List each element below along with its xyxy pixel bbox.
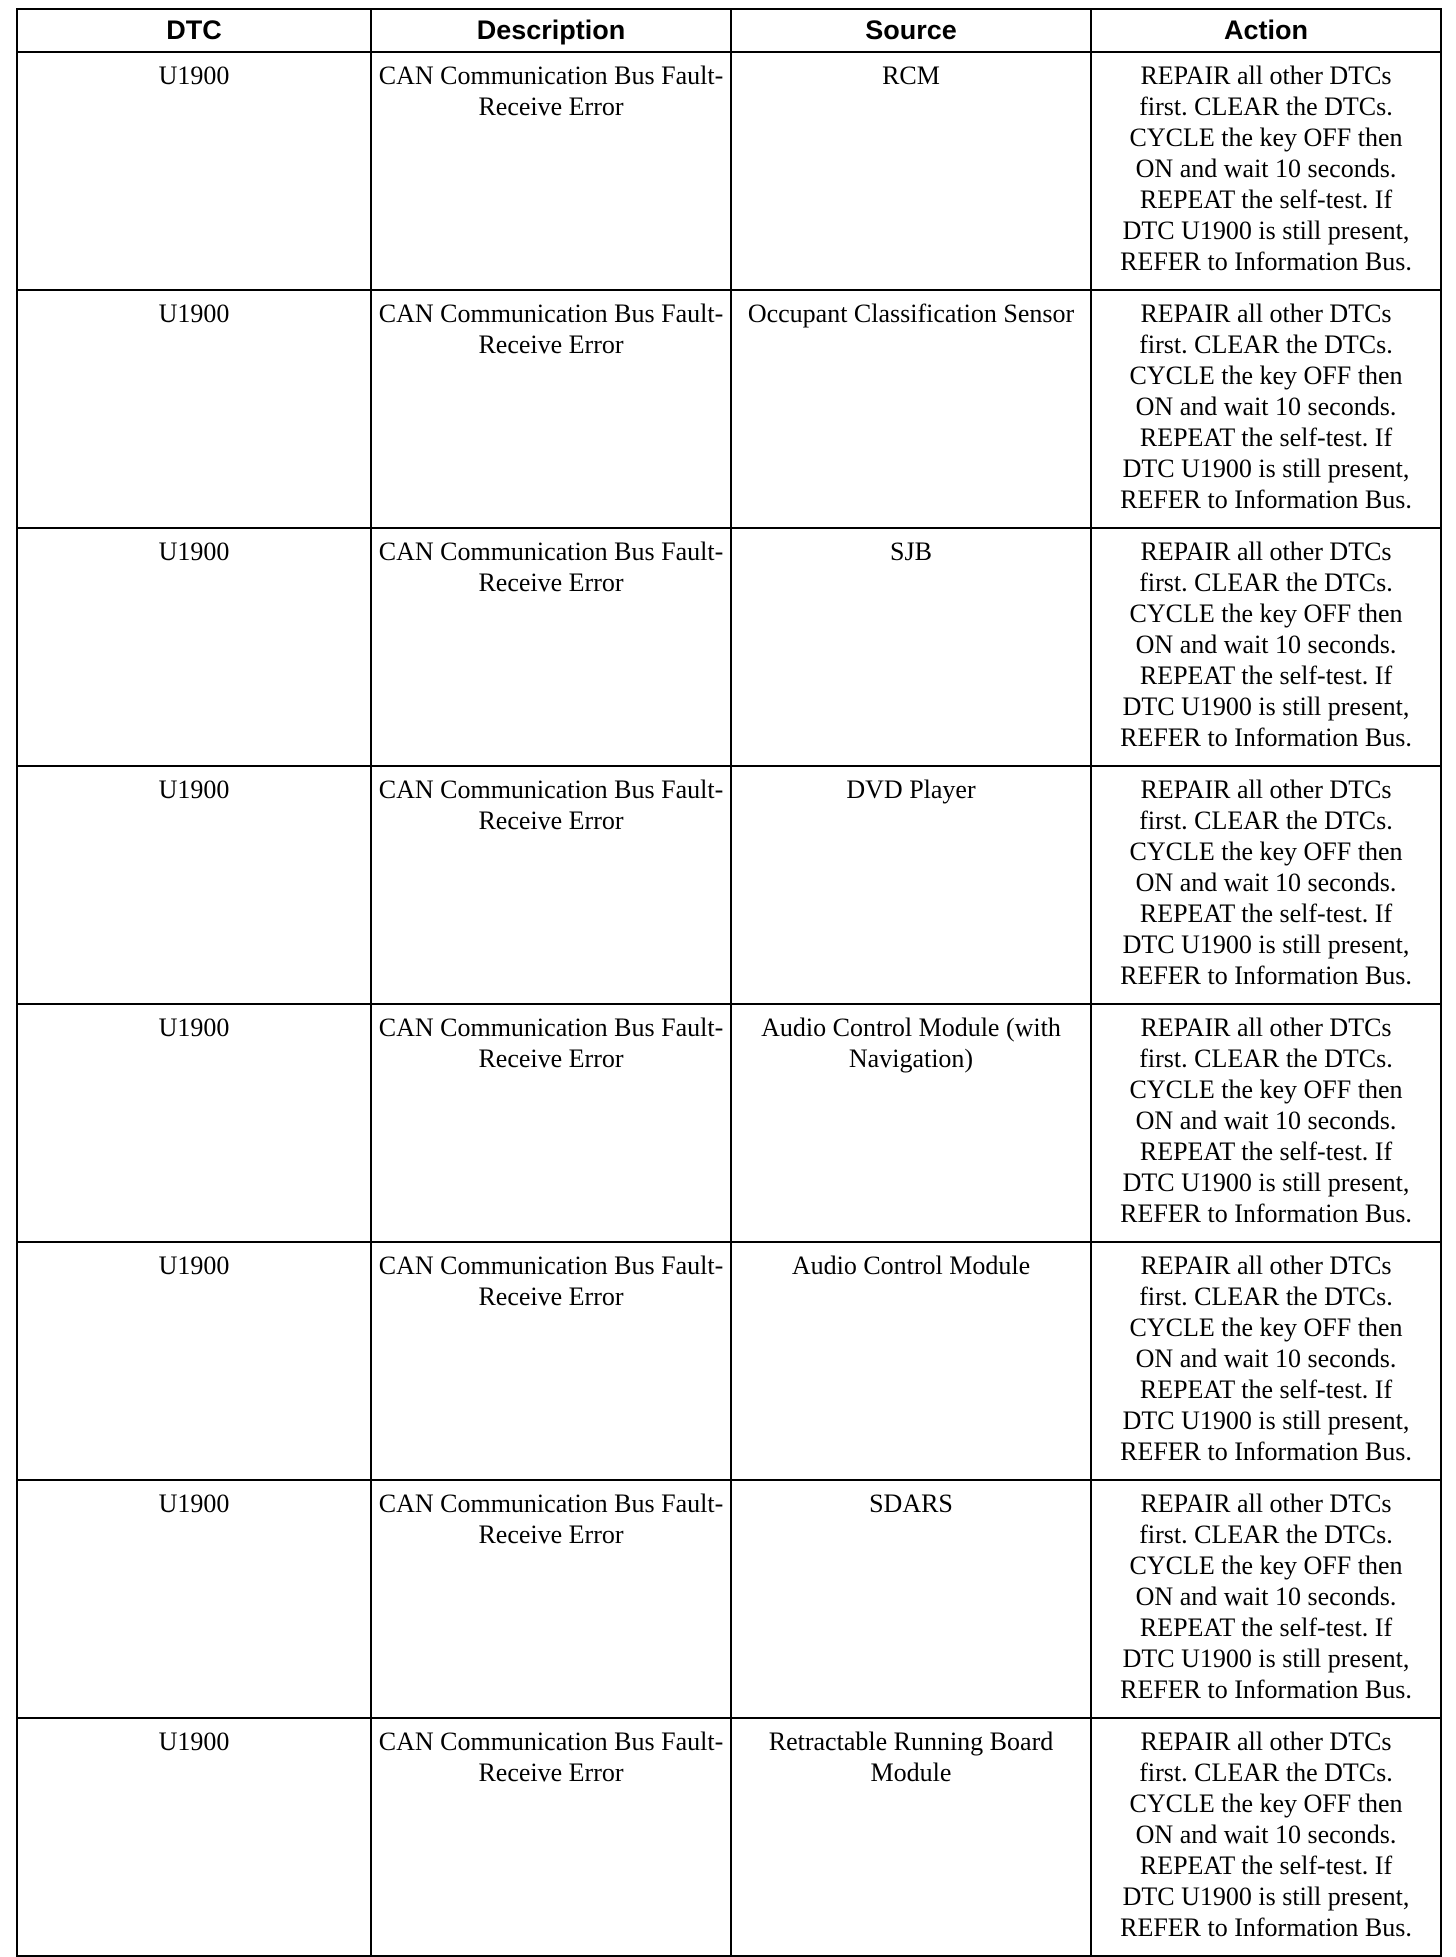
action-line: REPAIR all other DTCs [1140, 1251, 1392, 1280]
action-line: REPEAT the self-test. If [1139, 1137, 1393, 1166]
description-cell: CAN Communication Bus Fault-Receive Error [371, 1004, 731, 1242]
action-line: ON and wait 10 seconds. [1135, 1820, 1397, 1849]
action-line: REFER to Information Bus. [1120, 1913, 1412, 1942]
action-cell [1091, 528, 1441, 766]
dtc-code-cell: U1900 [17, 528, 371, 766]
description-cell: CAN Communication Bus Fault-Receive Error [371, 1718, 731, 1956]
action-line: CYCLE the key OFF then [1129, 599, 1403, 628]
action-line: first. CLEAR the DTCs. [1139, 1520, 1393, 1549]
table-header-row [17, 9, 1441, 52]
action-line: REPAIR all other DTCs [1140, 537, 1392, 566]
action-line: ON and wait 10 seconds. [1135, 630, 1397, 659]
action-line: REPEAT the self-test. If [1139, 423, 1393, 452]
dtc-code-cell: U1900 [17, 1480, 371, 1718]
header-description: Description [371, 9, 731, 52]
action-line: DTC U1900 is still present, [1122, 454, 1410, 483]
table-row [17, 1480, 1441, 1718]
source-cell: DVD Player [731, 766, 1091, 1004]
source-cell: RCM [731, 52, 1091, 290]
action-line: ON and wait 10 seconds. [1135, 154, 1397, 183]
action-line: first. CLEAR the DTCs. [1139, 568, 1393, 597]
dtc-table [16, 8, 1442, 1957]
action-line: CYCLE the key OFF then [1129, 123, 1403, 152]
action-line: first. CLEAR the DTCs. [1139, 1282, 1393, 1311]
source-cell: Audio Control Module [731, 1242, 1091, 1480]
source-cell: SJB [731, 528, 1091, 766]
action-line: DTC U1900 is still present, [1122, 216, 1410, 245]
action-line: first. CLEAR the DTCs. [1139, 1758, 1393, 1787]
action-line: REFER to Information Bus. [1120, 1199, 1412, 1228]
action-line: REFER to Information Bus. [1120, 961, 1412, 990]
action-line: REPEAT the self-test. If [1139, 1851, 1393, 1880]
action-line: REPAIR all other DTCs [1140, 1727, 1392, 1756]
action-cell [1091, 766, 1441, 1004]
action-line: DTC U1900 is still present, [1122, 930, 1410, 959]
action-cell [1091, 290, 1441, 528]
action-line: CYCLE the key OFF then [1129, 1789, 1403, 1818]
dtc-code-cell: U1900 [17, 766, 371, 1004]
header-action: Action [1091, 9, 1441, 52]
header-dtc: DTC [17, 9, 371, 52]
action-line: REPAIR all other DTCs [1140, 61, 1392, 90]
source-cell: Retractable Running Board Module [731, 1718, 1091, 1956]
description-cell: CAN Communication Bus Fault-Receive Error [371, 290, 731, 528]
action-line: DTC U1900 is still present, [1122, 1882, 1410, 1911]
action-cell [1091, 1718, 1441, 1956]
action-line: CYCLE the key OFF then [1129, 1075, 1403, 1104]
description-cell: CAN Communication Bus Fault-Receive Error [371, 528, 731, 766]
dtc-code-cell: U1900 [17, 52, 371, 290]
action-line: DTC U1900 is still present, [1122, 1644, 1410, 1673]
action-line: DTC U1900 is still present, [1122, 1168, 1410, 1197]
action-line: REPAIR all other DTCs [1140, 775, 1392, 804]
table-row [17, 1004, 1441, 1242]
action-cell [1091, 1242, 1441, 1480]
action-line: first. CLEAR the DTCs. [1139, 806, 1393, 835]
description-cell: CAN Communication Bus Fault-Receive Error [371, 1242, 731, 1480]
description-cell: CAN Communication Bus Fault-Receive Error [371, 52, 731, 290]
action-line: first. CLEAR the DTCs. [1139, 92, 1393, 121]
table-row [17, 290, 1441, 528]
action-line: CYCLE the key OFF then [1129, 1313, 1403, 1342]
dtc-code-cell: U1900 [17, 1718, 371, 1956]
action-line: REPEAT the self-test. If [1139, 661, 1393, 690]
action-line: REFER to Information Bus. [1120, 723, 1412, 752]
dtc-code-cell: U1900 [17, 1004, 371, 1242]
source-cell: Occupant Classification Sensor [731, 290, 1091, 528]
action-line: REPEAT the self-test. If [1139, 1613, 1393, 1642]
action-line: ON and wait 10 seconds. [1135, 1344, 1397, 1373]
action-line: REFER to Information Bus. [1120, 485, 1412, 514]
description-cell: CAN Communication Bus Fault-Receive Error [371, 766, 731, 1004]
table-row [17, 1718, 1441, 1956]
header-source: Source [731, 9, 1091, 52]
source-cell: Audio Control Module (with Navigation) [731, 1004, 1091, 1242]
action-line: REFER to Information Bus. [1120, 1675, 1412, 1704]
action-line: REPAIR all other DTCs [1140, 299, 1392, 328]
action-line: ON and wait 10 seconds. [1135, 1582, 1397, 1611]
table-row [17, 528, 1441, 766]
action-line: ON and wait 10 seconds. [1135, 392, 1397, 421]
action-line: CYCLE the key OFF then [1129, 837, 1403, 866]
table-row [17, 1242, 1441, 1480]
action-line: CYCLE the key OFF then [1129, 361, 1403, 390]
action-line: CYCLE the key OFF then [1129, 1551, 1403, 1580]
dtc-code-cell: U1900 [17, 290, 371, 528]
action-cell [1091, 1004, 1441, 1242]
action-line: ON and wait 10 seconds. [1135, 868, 1397, 897]
description-cell: CAN Communication Bus Fault-Receive Error [371, 1480, 731, 1718]
action-line: ON and wait 10 seconds. [1135, 1106, 1397, 1135]
action-line: DTC U1900 is still present, [1122, 692, 1410, 721]
action-line: REFER to Information Bus. [1120, 1437, 1412, 1466]
table-row [17, 766, 1441, 1004]
source-cell: SDARS [731, 1480, 1091, 1718]
action-line: DTC U1900 is still present, [1122, 1406, 1410, 1435]
action-line: REPEAT the self-test. If [1139, 185, 1393, 214]
action-line: REPEAT the self-test. If [1139, 899, 1393, 928]
action-cell [1091, 1480, 1441, 1718]
action-line: REPAIR all other DTCs [1140, 1013, 1392, 1042]
table-body [17, 52, 1441, 1956]
dtc-code-cell: U1900 [17, 1242, 371, 1480]
action-cell [1091, 52, 1441, 290]
action-line: REPAIR all other DTCs [1140, 1489, 1392, 1518]
table-row [17, 52, 1441, 290]
action-line: REPEAT the self-test. If [1139, 1375, 1393, 1404]
action-line: first. CLEAR the DTCs. [1139, 1044, 1393, 1073]
action-line: first. CLEAR the DTCs. [1139, 330, 1393, 359]
action-line: REFER to Information Bus. [1120, 247, 1412, 276]
